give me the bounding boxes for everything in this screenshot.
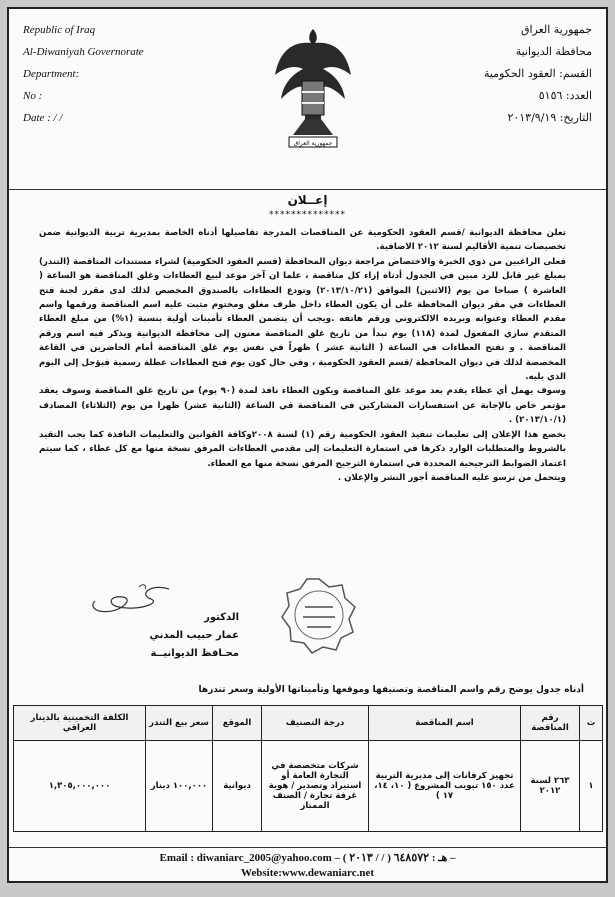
- cell-tender-price: ١٠٠,٠٠٠ دينار: [146, 741, 213, 832]
- col-classification: درجة التصنيف: [262, 706, 369, 741]
- signer-title: الدكتور: [204, 612, 239, 623]
- col-seq: ت: [580, 706, 603, 741]
- announcement-title: إعــلان: [287, 193, 328, 207]
- tender-table: [13, 705, 603, 832]
- cell-location: ديوانية: [213, 741, 262, 832]
- official-letter: [7, 7, 608, 883]
- paragraph-intro: تعلن محافظة الديوانية /قسم العقود الحكومية عن المناقصات المدرجة تفاصيلها أدناه الخاصة بمديرية تربية الديوانية ضمن تخصيصات تنمية الأقاليم لسنة ٢٠١٢ الاضافية.: [39, 228, 566, 253]
- department-ar: القسم: العقود الحكومية: [483, 67, 592, 80]
- title-stars: **************: [269, 210, 346, 220]
- col-tender-name: اسم المناقصة: [369, 706, 521, 741]
- table-header-row: [14, 706, 603, 741]
- number-ar: العدد: ٥١٥٦: [538, 89, 592, 102]
- eagle-emblem-icon: [271, 23, 355, 163]
- col-location: الموقع: [213, 706, 262, 741]
- signature-block: [79, 581, 239, 677]
- col-tender-price: سعر بيع التندر: [146, 706, 213, 741]
- governorate-en: Al-Diwaniyah Governorate: [23, 46, 144, 58]
- date-ar: التاريخ: ٢٠١٣/٩/١٩: [507, 111, 592, 124]
- footer-email: Email : diwaniarc_2005@yahoo.com –: [159, 852, 341, 864]
- letterhead-arabic: [402, 19, 592, 129]
- official-seal-icon: [279, 575, 359, 655]
- paragraph-validity: وسوف يهمل أي عطاء يقدم بعد موعد غلق المناقصة ويكون العطاء نافذ لمدة (٩٠ يوم) من تاريخ غلق المناقصة وسوف يعقد مؤتمر خاص بالإجابة عن استفسارات المشاركين في المناقصة في الساعة (الثانية عشر) ظهرا من يوم (الثلاثاء) المصادف (٢٠١٣/١٠/١) .: [39, 386, 566, 426]
- announcement-body: [39, 226, 566, 485]
- letterhead-english: [23, 19, 233, 129]
- footer: [9, 851, 606, 881]
- department-en: Department:: [23, 68, 80, 80]
- country-ar: جمهورية العراق: [520, 23, 592, 36]
- cell-seq: ١: [580, 741, 603, 832]
- letterhead: [9, 9, 606, 187]
- emblem-caption: جمهورية العراق: [293, 140, 333, 147]
- signer-name: عمار حبيب المدني: [149, 630, 239, 641]
- header-divider: [9, 189, 606, 190]
- number-en: No :: [23, 90, 43, 102]
- col-estimated-cost: الكلفة التخمينية بالدينار العراقي: [14, 706, 146, 741]
- footer-date: ( ٢٠١٣ / / ): [342, 852, 391, 864]
- footer-divider: [9, 847, 606, 848]
- col-tender-number: رقم المناقصة: [521, 706, 580, 741]
- paragraph-procedure: فعلى الراغبين من ذوي الخبرة والاختصاص مراجعة ديوان المحافظة (قسم العقود الحكومية) لشراء مستندات المناقصة (التندر) بمبلغ غير قابل للرد مبين في الجدول أدناه إزاء كل مناقصة ، علما ان آخر موعد لبيع العطاءات وغلق المناقصة هو الساعة ( العاشرة ) صباحا من يوم (الاثنين) الموافق (٢٠١٣/١٠/٢١) وتودع العطاءات بالصندوق المخصص لذلك لدى مقرر لجنة فتح العطاءات في مقر ديوان المحافظة على أن يكون العطاء داخل ظرف مغلق ومختوم مثبت عليه اسم المناقصة ورقمها واسم مقدم العطاء وعنوانه وبريده الالكتروني ورقم هاتفه .ويجب أن يتضمن العطاء تأمينات أولية بنسبة (١%) من مبلغ العطاء المتقدم ساري المفعول لمدة (١١٨) يوم تبدأ من تاريخ غلق المناقصة معنون إلى محافظة الديوانية ويذكر فيه اسم ورقم المناقصة . و تفتح العطاءات في الساعة ( الثانية عشر ) ظهراً في نفس يوم غلق المناقصة أمام الحاضرين في القاعة المخصصة لذلك في ديوان المحافظة /قسم العقود الحكومية ، وفي حال كون يوم فتح العطاءات عطلة رسمية فيؤجل إلى اليوم الذي يليه.: [39, 256, 566, 383]
- governorate-ar: محافظة الديوانية: [515, 45, 592, 58]
- country-en: Republic of Iraq: [23, 24, 96, 36]
- cell-classification: شركات متخصصة في التجارة العامة أو استيراد وتصدير / هوية غرفة تجارة / الصنف الممتاز: [262, 741, 369, 832]
- date-en: Date : / /: [23, 112, 63, 124]
- paragraph-regulations: يخضع هذا الإعلان إلى تعليمات تنفيذ العقود الحكومية رقم (١) لسنة ٢٠٠٨وكافة القوانين والتعليمات النافذة كما يجب التقيد بالشروط والمتطلبات الوارد ذكرها في استمارة التعليمات إلى مقدمي العطاءات المرفق نسخة منها مع كل عطاء ، كما سيتم اعتماد الضوابط الترجيحية المحددة في استمارة الترجيح المرفق نسخة منها مع العطاء.: [39, 429, 566, 469]
- paragraph-fees: ويتحمل من ترسو عليه المناقصة أجور النشر والإعلان .: [337, 472, 566, 483]
- signer-position: محـافظ الديوانيــة: [150, 648, 239, 659]
- cell-tender-number: ٢٦٣ لسنة ٢٠١٢: [521, 741, 580, 832]
- table-caption: أدناه جدول يوضح رقم واسم المناقصة وتصنيفها وموقعها وتأميناتها الأولية وسعر تندرها: [198, 685, 584, 695]
- footer-ref: هـ : ٦٤٨٥٧٢ –: [393, 852, 456, 864]
- footer-website: Website:www.dewaniarc.net: [240, 867, 374, 879]
- cell-tender-name: تجهيز كرفانات إلى مديرية التربية عدد ١٥٠ تبويب المشروع ( ١٠، ١٤، ١٧ ): [369, 741, 521, 832]
- cell-estimated-cost: ١,٣٠٥,٠٠٠,٠٠٠: [14, 741, 146, 832]
- table-row: [14, 741, 603, 832]
